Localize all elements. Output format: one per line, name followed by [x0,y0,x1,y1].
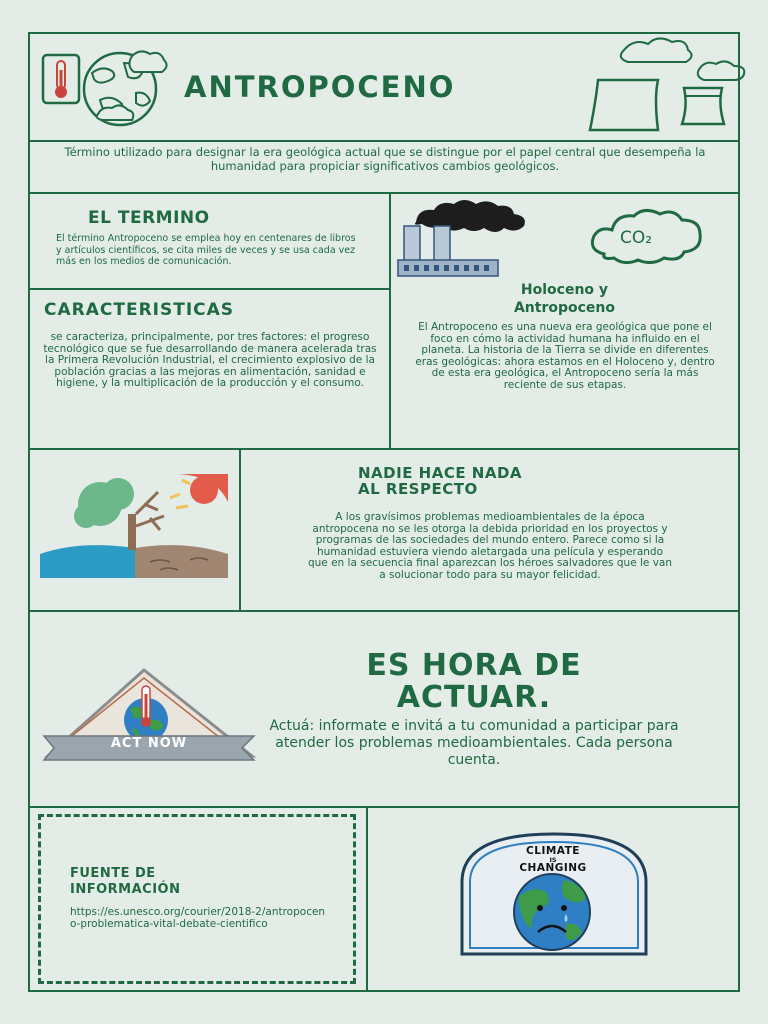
el-termino-text: El término Antropoceno se emplea hoy en centenares de libros y artículos científicos, se cita miles de veces y se usa cada vez más en los medios de comunicación. [56,233,356,267]
climate-line3: CHANGING [519,862,587,874]
holoceno-text: El Antropoceno es una nueva era geológica que pone el foco en cómo la actividad humana ha influido en el planeta. La historia de la Tierra se divide en diferentes eras geológicas: ahora estamos en el Holoceno y, dentro de esta era geológica, el Antropoceno sería la más reciente de sus etapas. [415,321,715,391]
cooling-towers-icon [590,36,760,136]
co2-label: CO₂ [620,228,653,248]
thermometer-globe-icon [40,48,175,130]
caracteristicas-heading: CARACTERISTICAS [44,300,235,320]
nadie-heading-line1: NADIE HACE NADA [358,464,523,482]
source-link[interactable]: https://es.unesco.org/courier/2018-2/antropoceno-problematica-vital-debate-cientifico [70,906,326,930]
holoceno-heading-line2: Antropoceno [513,300,616,316]
page-title: ANTROPOCENO [184,70,456,104]
nadie-text: A los gravísimos problemas medioambientales de la época antropocena no se les otorga la debida prioridad en los proyectos y programas de las sociedades del mundo entero. Parece como si la humanidad estuviera viendo aletargada una película y esperando que en la secuencia final aparezcan los héroes salvadores que le van a solucionar todo para su mayor felicidad. [307,511,673,581]
holoceno-heading-line1: Holoceno y [520,282,609,298]
caracteristicas-text: se caracteriza, principalmente, por tres factores: el progreso tecnológico que se fue desarrollando de manera acelerada tras la Primera Revolución Industrial, el crecimiento explosivo de la población gracias a las mejoras en alimentación, sanidad e higiene, y la multiplicación de la producción y el consumo. [43,331,377,389]
factory-smoke-icon [396,198,541,280]
actuar-heading-line1: ES HORA DE [366,648,582,683]
fuente-heading-line1: FUENTE DE [70,866,156,881]
fuente-dashed-frame [38,814,356,984]
definition-text: Término utilizado para designar la era geológica actual que se distingue por el papel central que desempeña la humanidad para propiciar significativos cambios geológicos. [64,145,706,173]
tree-drought-illustration [40,474,230,578]
act-now-text: ACT NOW [110,736,188,751]
el-termino-heading: EL TERMINO [88,208,210,228]
actuar-text: Actuá: informate e invitá a tu comunidad a participar para atender los problemas medioambientales. Cada persona cuenta. [269,718,679,768]
nadie-heading-line2: AL RESPECTO [358,480,478,498]
climate-line1: CLIMATE [526,845,580,857]
actuar-heading-line2: ACTUAR. [396,680,552,715]
climate-line2: IS [549,856,557,864]
fuente-heading-line2: INFORMACIÓN [70,882,181,897]
